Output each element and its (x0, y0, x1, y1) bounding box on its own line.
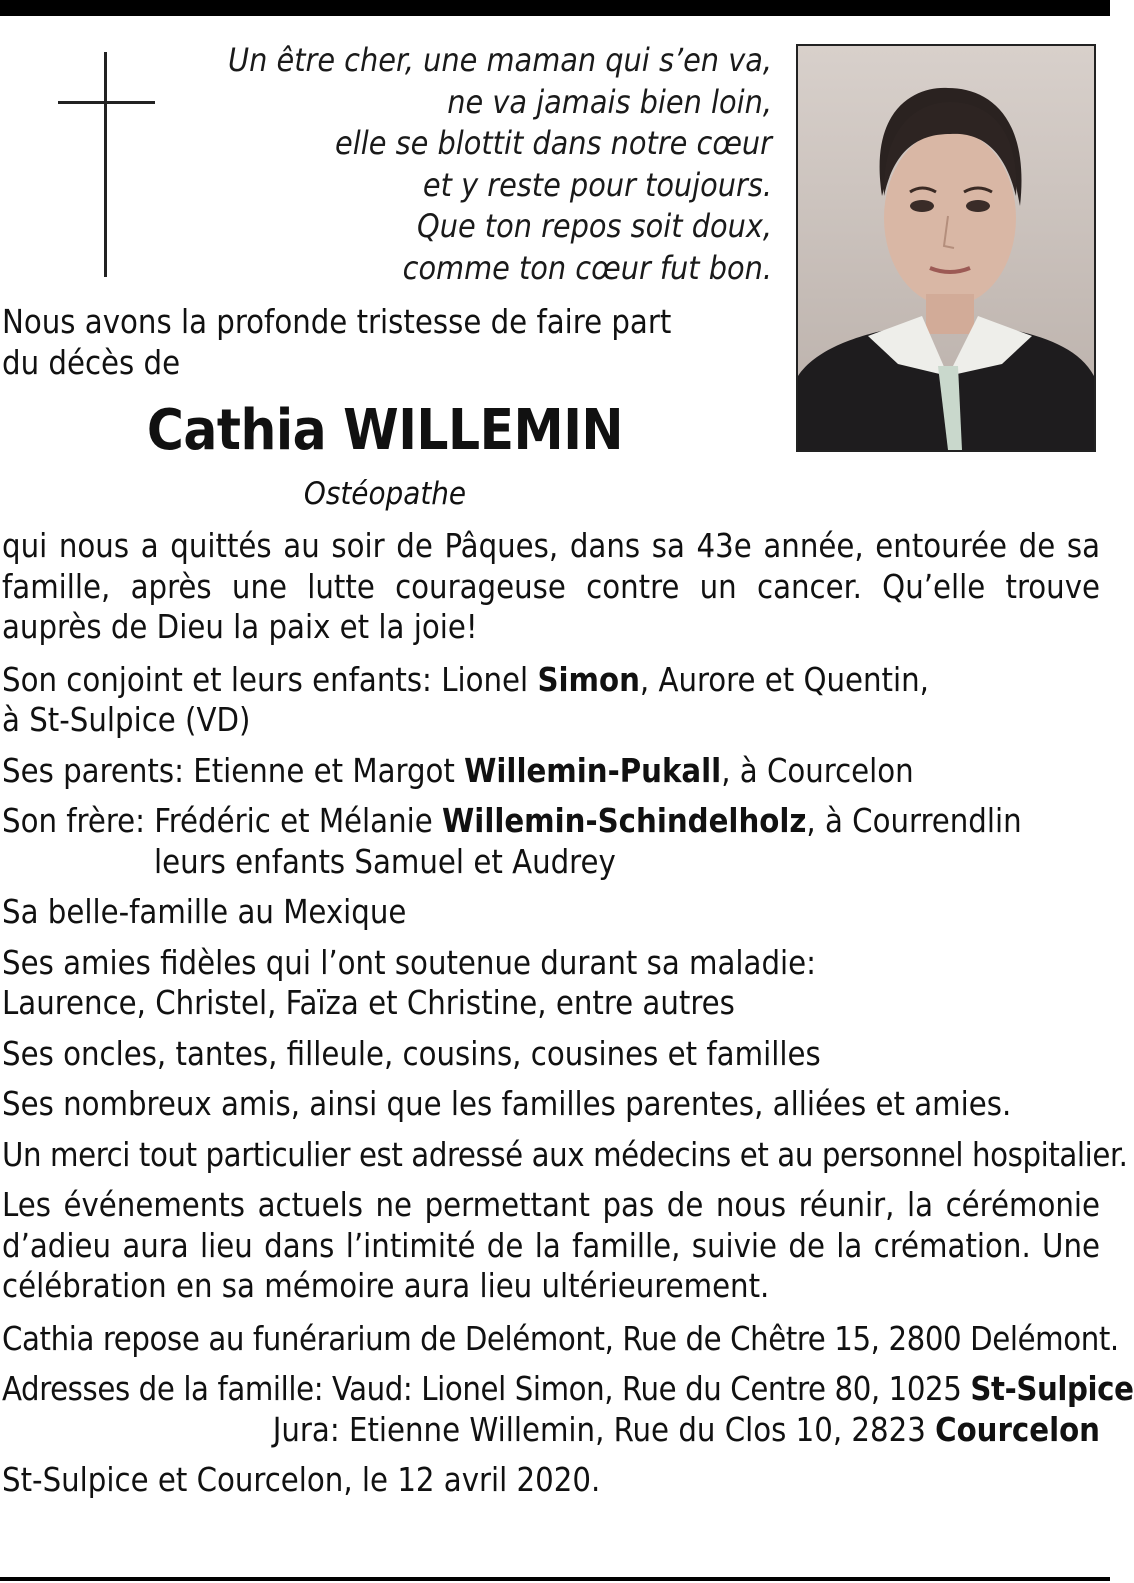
address-vaud (2, 1370, 1134, 1408)
intro-line: du décès de (2, 344, 181, 382)
parents-suffix: , à Courcelon (721, 751, 914, 790)
brother-prefix: Son frère: Frédéric et Mélanie (2, 802, 443, 840)
intro-line: Nous avons la profonde tristesse de faire part (2, 303, 672, 341)
spouse-location: à St-Sulpice (VD) (2, 701, 251, 739)
relatives-entry: Ses oncles, tantes, filleule, cousins, cousines et familles (2, 1034, 821, 1073)
brother-suffix: , à Courrendlin (806, 802, 1022, 840)
others-entry: Ses nombreux amis, ainsi que les familles parentes, alliées et amies. (2, 1085, 1012, 1123)
brother-entry (2, 801, 1100, 882)
closing-date: St-Sulpice et Courcelon, le 12 avril 2020. (2, 1461, 601, 1499)
announcement-body (2, 526, 1134, 1511)
parents-entry (2, 751, 1100, 792)
in-laws-entry: Sa belle-famille au Mexique (2, 893, 407, 931)
parents-prefix: Ses parents: Etienne et Margot (2, 751, 465, 790)
rest-location: Cathia repose au funérarium de Delémont, Rue de Chêtre 15, 2800 Delémont. (2, 1319, 1119, 1358)
thanks-text: Un merci tout particulier est adressé aux médecins et au personnel hospitalier. (2, 1135, 1128, 1174)
family-addresses (2, 1369, 1134, 1450)
address-vaud-city: St-Sulpice (970, 1370, 1134, 1408)
brother-surname: Willemin-Schindelholz (442, 802, 807, 840)
address-jura-text: Jura: Etienne Willemin, Rue du Clos 10, 2823 (272, 1410, 936, 1449)
ceremony-paragraph: Les événements actuels ne permettant pas de nous réunir, la cérémonie d’adieu aura lieu dans l’intimité de la famille, suivie de la crémation. Une célébration en sa mémoire aura lieu ultérieurement. (2, 1186, 1100, 1305)
deceased-name: Cathia WILLEMIN (146, 398, 624, 463)
address-vaud-text: Adresses de la famille: Vaud: Lionel Simon, Rue du Centre 80, 1025 (2, 1370, 971, 1408)
brother-children: leurs enfants Samuel et Audrey (154, 842, 616, 881)
poem (160, 40, 772, 289)
spouse-prefix: Son conjoint et leurs enfants: Lionel (2, 660, 538, 699)
address-jura-city: Courcelon (935, 1410, 1100, 1449)
spouse-entry (2, 660, 1100, 741)
poem-line: Un être cher, une maman qui s’en va, (228, 41, 772, 79)
parents-surname: Willemin-Pukall (464, 751, 722, 790)
poem-line: comme ton cœur fut bon. (402, 248, 772, 287)
passing-paragraph: qui nous a quittés au soir de Pâques, dans sa 43e année, entourée de sa famille, après une lutte courageuse contre un cancer. Qu’elle trouve auprès de Dieu la paix et la joie! (2, 527, 1100, 646)
poem-line: elle se blottit dans notre cœur (335, 124, 772, 162)
friends-entry (2, 943, 1100, 1024)
portrait-photo (796, 44, 1096, 452)
address-jura (2, 1410, 1100, 1451)
bottom-rule (0, 1577, 1110, 1581)
spouse-surname: Simon (537, 660, 640, 699)
poem-line: Que ton repos soit doux, (417, 207, 772, 245)
poem-line: et y reste pour toujours. (422, 165, 772, 204)
top-rule (0, 0, 1110, 16)
spouse-suffix: , Aurore et Quentin, (639, 660, 929, 699)
friends-line: Ses amies fidèles qui l’ont soutenue durant sa maladie: (2, 943, 817, 982)
deceased-profession: Ostéopathe (303, 476, 467, 512)
poem-line: ne va jamais bien loin, (447, 82, 772, 121)
friends-names: Laurence, Christel, Faïza et Christine, entre autres (2, 984, 735, 1022)
intro-text (2, 302, 762, 384)
